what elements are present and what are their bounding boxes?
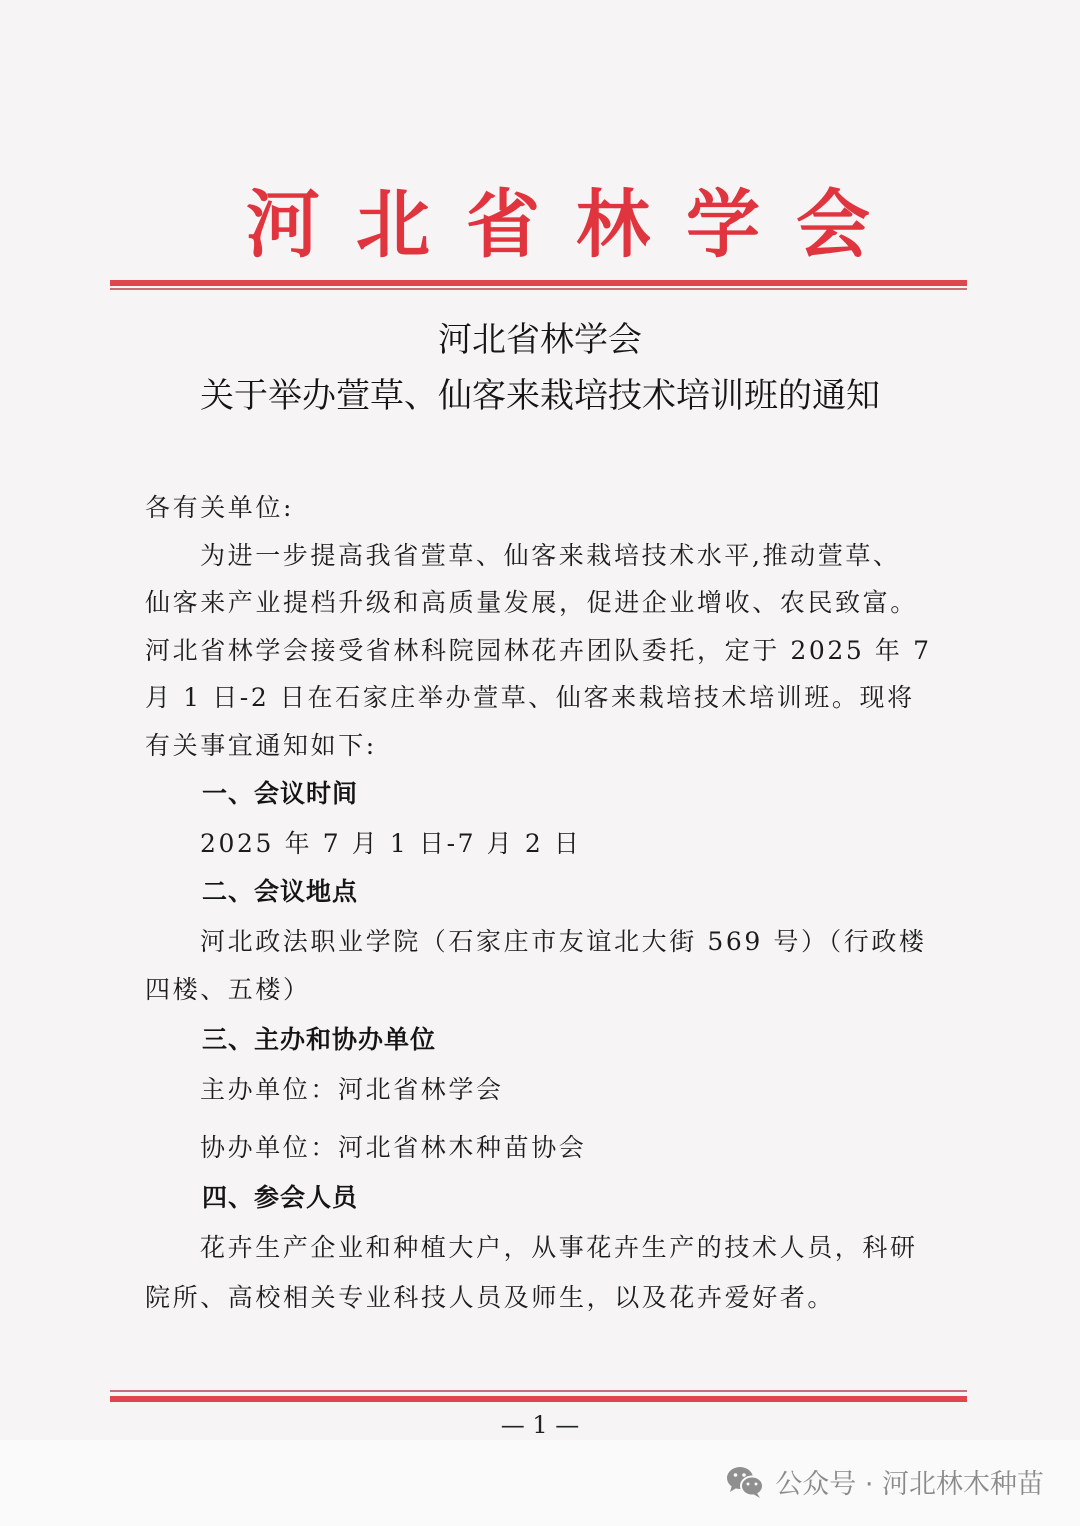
wechat-watermark[interactable] — [725, 1462, 1044, 1501]
section-organizer-host: 主办单位：河北省林学会 — [200, 1075, 504, 1104]
header-rule-thin — [110, 288, 967, 290]
letterhead-org-name: 河北省林学会 — [246, 182, 906, 268]
intro-line: 有关事宜通知如下: — [145, 731, 377, 760]
wechat-icon — [725, 1465, 765, 1499]
page-number: — 1 — — [500, 1411, 580, 1439]
salutation: 各有关单位: — [145, 493, 295, 522]
intro-line: 月 1 日-2 日在石家庄举办萱草、仙客来栽培技术培训班。现将 — [145, 683, 915, 712]
doc-title-line2: 关于举办萱草、仙客来栽培技术培训班的通知 — [200, 376, 880, 416]
watermark-label: 公众号 · 河北林木种苗 — [775, 1469, 1044, 1500]
section-attendees-text: 花卉生产企业和种植大户，从事花卉生产的技术人员，科研 — [200, 1233, 918, 1262]
footer-rule-thick — [110, 1396, 967, 1402]
section-time-text: 2025 年 7 月 1 日-7 月 2 日 — [200, 829, 582, 858]
section-heading-location: 二、会议地点 — [202, 877, 359, 906]
section-attendees-text: 院所、高校相关专业科技人员及师生，以及花卉爱好者。 — [145, 1283, 836, 1312]
section-location-text: 四楼、五楼） — [145, 975, 311, 1004]
intro-line: 为进一步提高我省萱草、仙客来栽培技术水平,推动萱草、 — [200, 541, 901, 570]
footer-rule-thin — [110, 1390, 967, 1392]
doc-title-line1: 河北省林学会 — [438, 320, 642, 360]
section-organizer-co: 协办单位：河北省林木种苗协会 — [200, 1133, 587, 1162]
intro-line: 河北省林学会接受省林科院园林花卉团队委托，定于 2025 年 7 — [145, 636, 932, 665]
section-heading-attendees: 四、参会人员 — [202, 1183, 359, 1212]
section-location-text: 河北政法职业学院（石家庄市友谊北大街 569 号）（行政楼 — [200, 927, 927, 956]
header-rule-thick — [110, 280, 967, 286]
intro-line: 仙客来产业提档升级和高质量发展，促进企业增收、农民致富。 — [145, 588, 918, 617]
section-heading-time: 一、会议时间 — [202, 779, 359, 808]
section-heading-organizers: 三、主办和协办单位 — [202, 1025, 437, 1054]
